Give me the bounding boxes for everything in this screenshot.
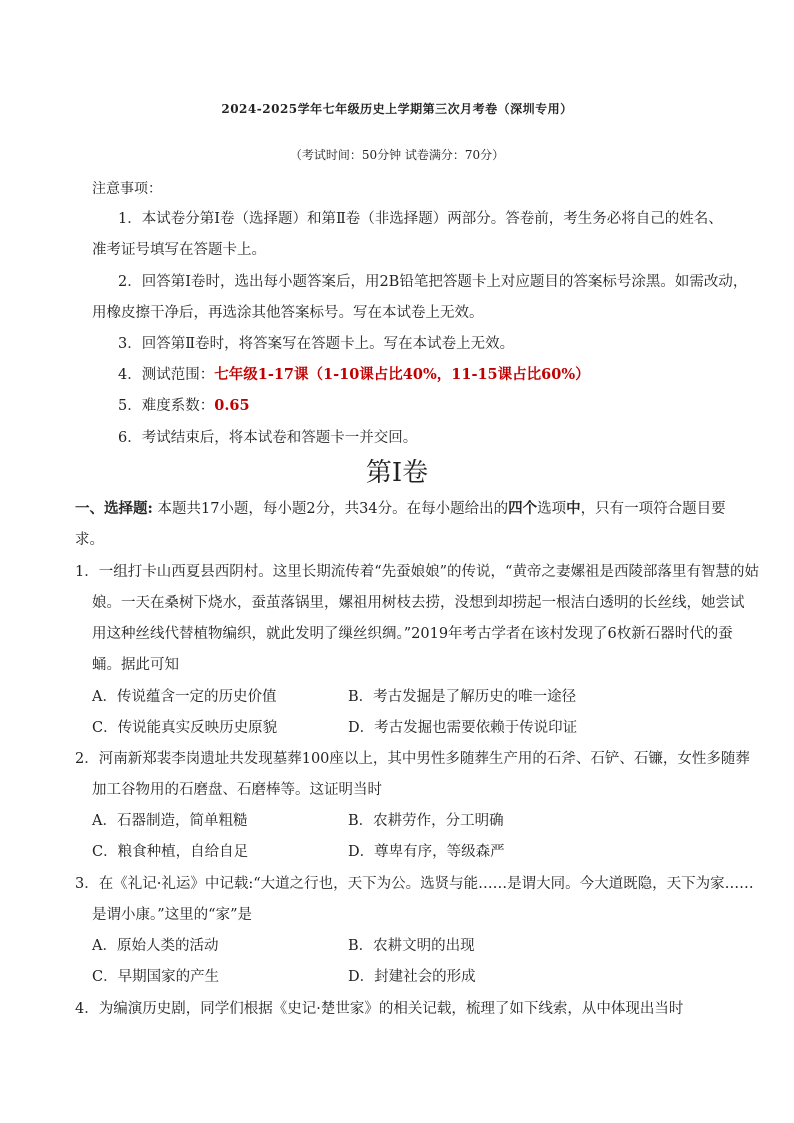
question-1-option-c[interactable]: C．传说能真实反映历史原貌 [92, 720, 278, 736]
note-1-line-1: 1．本试卷分第Ⅰ卷（选择题）和第Ⅱ卷（非选择题）两部分。答卷前，考生务必将自己的姓名、 [118, 211, 723, 227]
section-text-3: ，只有一项符合题目要 [580, 501, 726, 517]
note-5-label: 5．难度系数： [118, 398, 215, 414]
note-5-difficulty: 0.65 [214, 397, 250, 414]
note-1-line-2: 准考证号填写在答题卡上。 [92, 242, 266, 258]
question-1-option-d[interactable]: D．考古发掘也需要依赖于传说印证 [348, 720, 578, 736]
note-4 [118, 363, 590, 384]
question-3-line-2: 是谓小康。”这里的“家”是 [92, 907, 252, 923]
question-1-option-b[interactable]: B．考古发掘是了解历史的唯一途径 [348, 689, 577, 705]
note-4-label: 4．测试范围： [118, 367, 215, 383]
question-2-line-2: 加工谷物用的石磨盘、石磨棒等。这证明当时 [92, 782, 382, 798]
question-2-line-1: 2．河南新郑裴李岗遗址共发现墓葬100座以上，其中男性多随葬生产用的石斧、石铲、石镰，女性多随葬 [75, 751, 750, 767]
note-5 [118, 394, 250, 415]
section-text-1: 本题共17小题，每小题2分，共34分。在每小题给出的 [152, 501, 509, 517]
exam-subtitle: （考试时间：50分钟 试卷满分：70分） [289, 148, 505, 162]
question-1-line-3: 用这种丝线代替植物编织，就此发明了缫丝织绸。”2019年考古学者在该村发现了6枚新石器时代的蚕 [92, 626, 733, 642]
question-3-option-d[interactable]: D．封建社会的形成 [348, 969, 476, 985]
note-4-range: 七年级1-17课（1-10课占比40%，11-15课占比60%） [214, 366, 590, 383]
question-2-option-a[interactable]: A．石器制造，简单粗糙 [92, 813, 248, 829]
question-3-option-b[interactable]: B．农耕文明的出现 [348, 938, 475, 954]
notes-heading: 注意事项： [92, 181, 162, 197]
note-3: 3．回答第Ⅱ卷时，将答案写在答题卡上。写在本试卷上无效。 [118, 336, 515, 352]
question-3-line-1: 3．在《礼记·礼运》中记载:“大道之行也，天下为公。选贤与能……是谓大同。今大道既隐，天下为家…… [75, 876, 754, 892]
question-2-option-d[interactable]: D．尊卑有序，等级森严 [348, 844, 505, 860]
question-4-line-1: 4．为编演历史剧，同学们根据《史记·楚世家》的相关记载，梳理了如下线索，从中体现出当时 [75, 1001, 684, 1017]
section-instructions [75, 497, 726, 518]
note-6: 6．考试结束后，将本试卷和答题卡一并交回。 [118, 430, 418, 446]
volume-heading: 第Ⅰ卷 [365, 458, 429, 488]
question-3-option-a[interactable]: A．原始人类的活动 [92, 938, 219, 954]
question-3-option-c[interactable]: C．早期国家的产生 [92, 969, 220, 985]
question-1-option-a[interactable]: A．传说蕴含一定的历史价值 [92, 689, 277, 705]
question-1-line-2: 娘。一天在桑树下烧水，蚕茧落锅里，嫘祖用树枝去捞，没想到却捞起一根洁白透明的长丝线，她尝试 [92, 595, 745, 611]
section-text-2: 选项 [537, 501, 567, 517]
note-2-line-2: 用橡皮擦干净后，再选涂其他答案标号。写在本试卷上无效。 [92, 305, 484, 321]
question-1-line-4: 蛹。据此可知 [92, 657, 179, 673]
section-bold-1: 四个 [508, 500, 538, 517]
section-instructions-line-2: 求。 [75, 532, 104, 548]
question-2-option-c[interactable]: C．粮食种植，自给自足 [92, 844, 249, 860]
question-1-line-1: 1．一组打卡山西夏县西阴村。这里长期流传着“先蚕娘娘”的传说，“黄帝之妻嫘祖是西陵部落里有智慧的姑 [75, 564, 759, 580]
section-label: 一、选择题: [75, 500, 153, 517]
question-2-option-b[interactable]: B．农耕劳作，分工明确 [348, 813, 504, 829]
exam-title: 2024-2025学年七年级历史上学期第三次月考卷（深圳专用） [221, 102, 573, 116]
section-bold-2: 中 [566, 500, 581, 517]
note-2-line-1: 2．回答第Ⅰ卷时，选出每小题答案后，用2B铅笔把答题卡上对应题目的答案标号涂黑。如需改动， [118, 274, 748, 290]
